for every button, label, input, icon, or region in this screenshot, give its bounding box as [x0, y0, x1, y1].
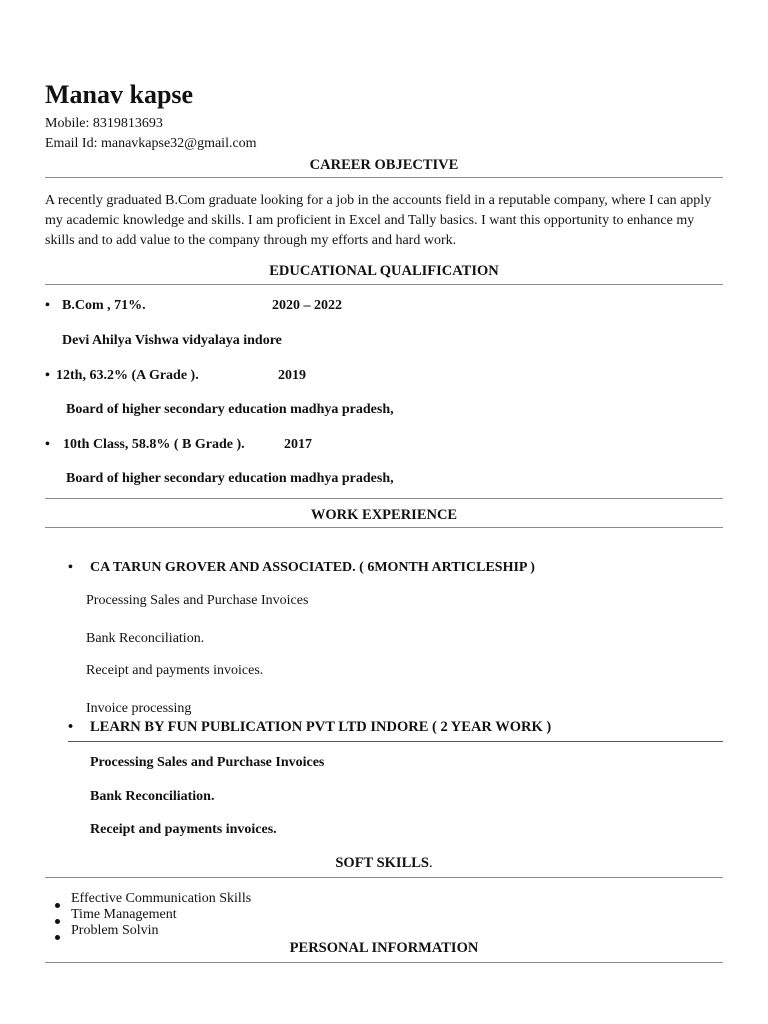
- job-task: Processing Sales and Purchase Invoices: [90, 755, 325, 770]
- education-degree: B.Com , 71%.: [62, 298, 146, 313]
- section-divider: [45, 177, 723, 178]
- job-task: Bank Reconciliation.: [86, 631, 205, 646]
- section-divider: [45, 877, 723, 878]
- soft-skill-item: Time Management: [71, 907, 177, 922]
- soft-skills-heading: [45, 855, 723, 872]
- job-title: CA TARUN GROVER AND ASSOCIATED. ( 6MONTH ARTICLESHIP ): [90, 560, 535, 575]
- personal-information-heading: PERSONAL INFORMATION: [289, 940, 479, 956]
- candidate-name: Manav kapse: [45, 80, 194, 109]
- bullet-icon: •: [45, 437, 50, 452]
- education-institution: Board of higher secondary education madhya pradesh,: [66, 471, 394, 486]
- education-degree: 12th, 63.2% (A Grade ).: [56, 368, 199, 383]
- section-divider: [45, 527, 723, 528]
- education-institution: Devi Ahilya Vishwa vidyalaya indore: [62, 333, 282, 348]
- soft-skills-heading-suffix: .: [429, 855, 433, 871]
- section-divider: [45, 498, 723, 499]
- career-objective-text: A recently graduated B.Com graduate looking for a job in the accounts field in a reputable company, where I can apply my academic knowledge and skills. I am proficient in Excel and Tally basics. I want this opportunity to enhance my skills and to add value to the company through my efforts and hard work.: [45, 193, 712, 248]
- bullet-icon: •: [45, 298, 50, 313]
- bullet-icon: •: [68, 560, 73, 575]
- soft-skill-item: Problem Solvin: [71, 923, 159, 938]
- job-task: Receipt and payments invoices.: [86, 663, 264, 678]
- career-objective-heading: CAREER OBJECTIVE: [309, 157, 459, 173]
- education-heading: EDUCATIONAL QUALIFICATION: [269, 263, 499, 279]
- mobile-number: Mobile: 8319813693: [45, 116, 163, 131]
- education-degree: 10th Class, 58.8% ( B Grade ).: [63, 437, 245, 452]
- job-task: Receipt and payments invoices.: [90, 822, 277, 837]
- bullet-icon: •: [68, 719, 74, 735]
- soft-skill-item: Effective Communication Skills: [71, 891, 252, 906]
- education-year: 2020 – 2022: [272, 298, 342, 313]
- job-title-underline: [68, 741, 723, 742]
- education-year: 2019: [278, 368, 306, 383]
- education-year: 2017: [284, 437, 312, 452]
- soft-skills-heading-text: SOFT SKILLS: [335, 855, 429, 871]
- email-address: Email Id: manavkapse32@gmail.com: [45, 136, 257, 151]
- section-divider: [45, 284, 723, 285]
- job-task: Invoice processing: [86, 701, 192, 716]
- job-task: Processing Sales and Purchase Invoices: [86, 593, 309, 608]
- bullet-icon: •: [45, 368, 50, 383]
- job-task: Bank Reconciliation.: [90, 789, 215, 804]
- job-title: LEARN BY FUN PUBLICATION PVT LTD INDORE ( 2 YEAR WORK ): [90, 719, 552, 735]
- education-institution: Board of higher secondary education madhya pradesh,: [66, 402, 394, 417]
- section-divider: [45, 962, 723, 963]
- work-experience-heading: WORK EXPERIENCE: [310, 507, 458, 523]
